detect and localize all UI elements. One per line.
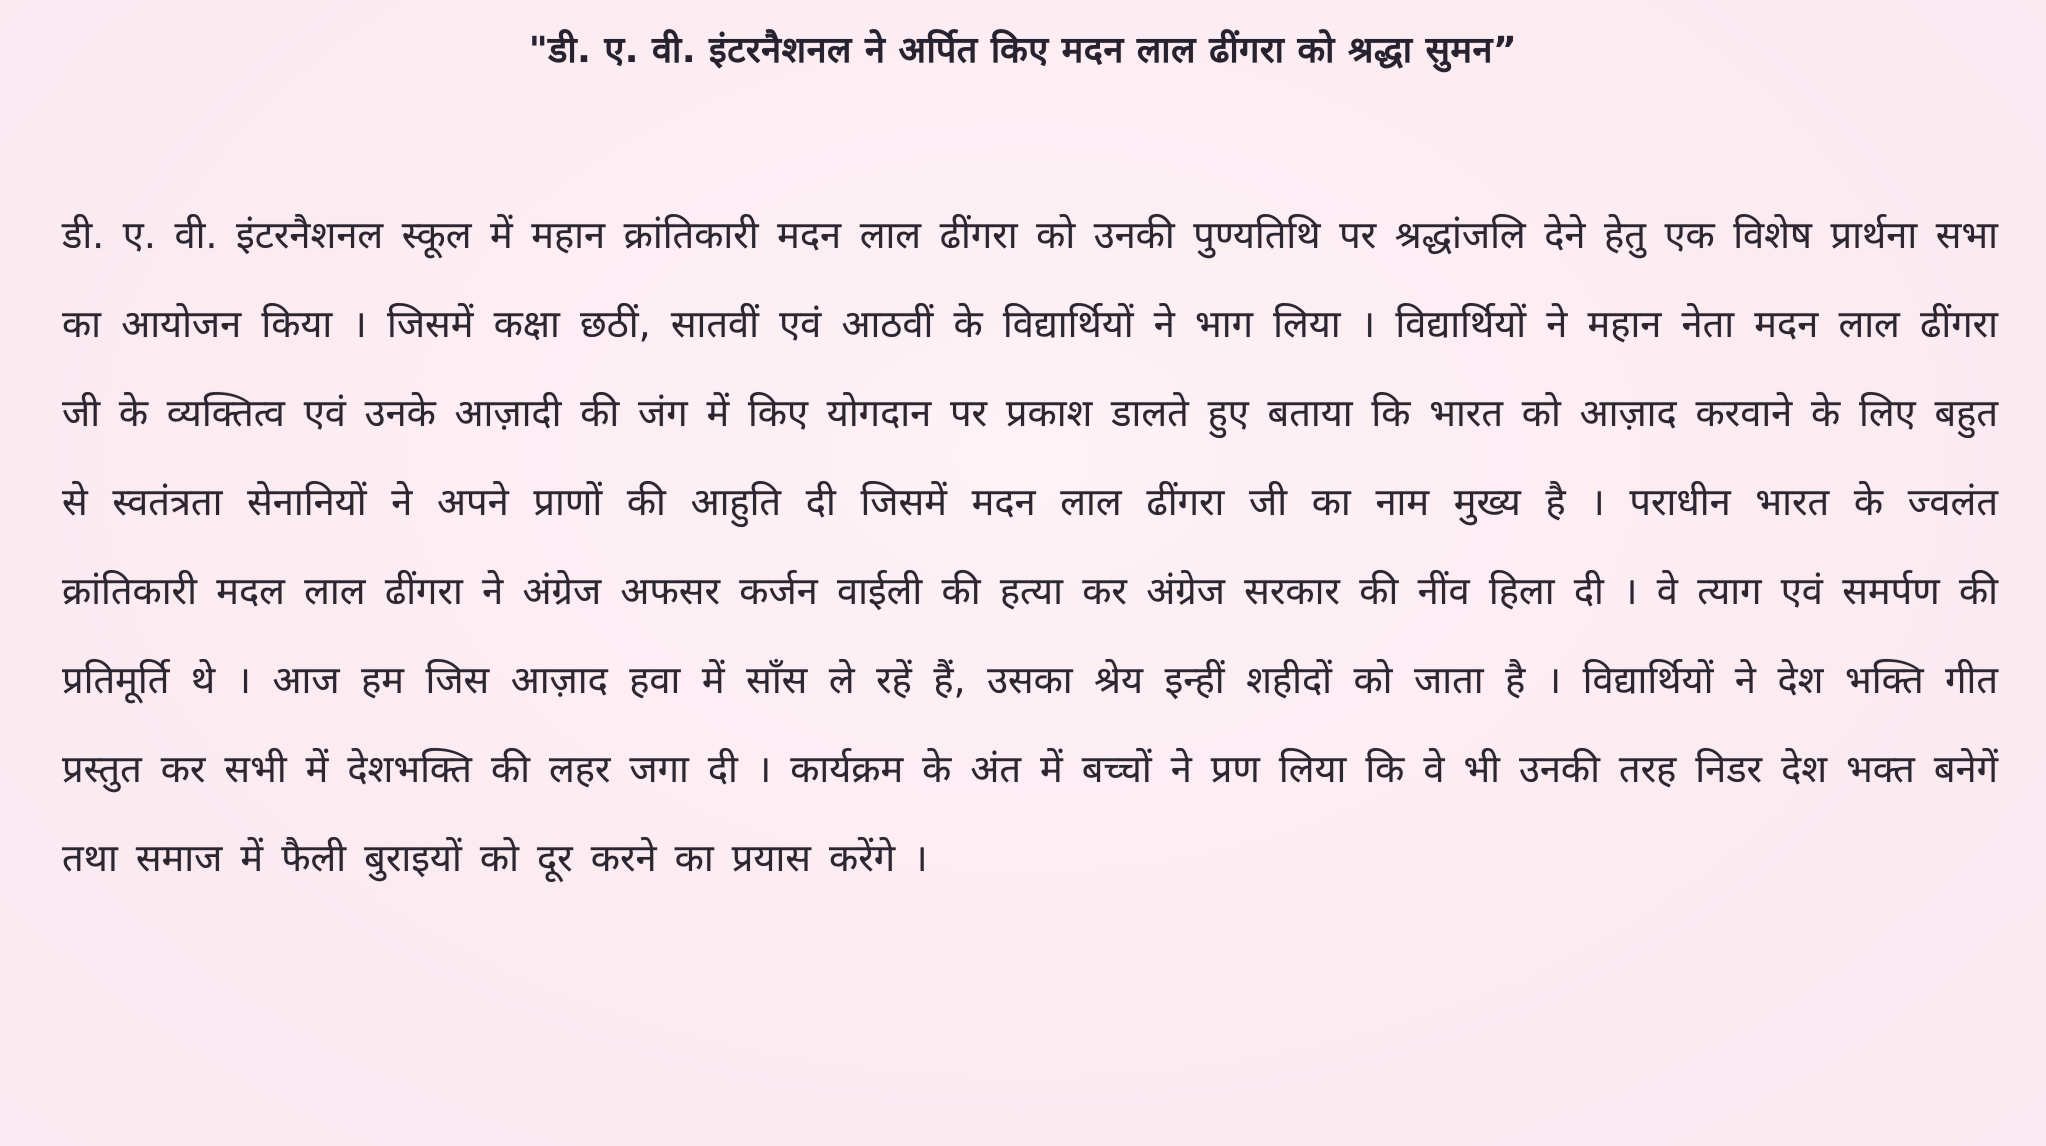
document-title: "डी. ए. वी. इंटरनैशनल ने अर्पित किए मदन लाल ढींगरा को श्रद्धा सुमन” [528,30,1518,71]
document-body-paragraph: डी. ए. वी. इंटरनैशनल स्कूल में महान क्रांतिकारी मदन लाल ढींगरा को उनकी पुण्यतिथि पर श्रद्धांजलि देने हेतु एक विशेष प्रार्थना सभा का आयोजन किया । जिसमें कक्षा छठीं, सातवीं एवं आठवीं के विद्यार्थियों ने भाग लिया । विद्यार्थियों ने महान नेता मदन लाल ढींगरा जी के व्यक्तित्व एवं उनके आज़ादी की जंग में किए योगदान पर प्रकाश डालते हुए बताया कि भारत को आज़ाद करवाने के लिए बहुत से स्वतंत्रता सेनानियों ने अपने प्राणों की आहुति दी जिसमें मदन लाल ढींगरा जी का नाम मुख्य है । पराधीन भारत के ज्वलंत क्रांतिकारी मदल लाल ढींगरा ने अंग्रेज अफसर कर्जन वाईली की हत्या कर अंग्रेज सरकार की नींव हिला दी । वे त्याग एवं समर्पण की प्रतिमूर्ति थे । आज हम जिस आज़ाद हवा में साँस ले रहें हैं, उसका श्रेय इन्हीं शहीदों को जाता है । विद्यार्थियों ने देश भक्ति गीत प्रस्तुत कर सभी में देशभक्ति की लहर जगा दी । कार्यक्रम के अंत में बच्चों ने प्रण लिया कि वे भी उनकी तरह निडर देश भक्त बनेगें तथा समाज में फैली बुराइयों को दूर करने का प्रयास करेंगे । [62,213,1998,880]
